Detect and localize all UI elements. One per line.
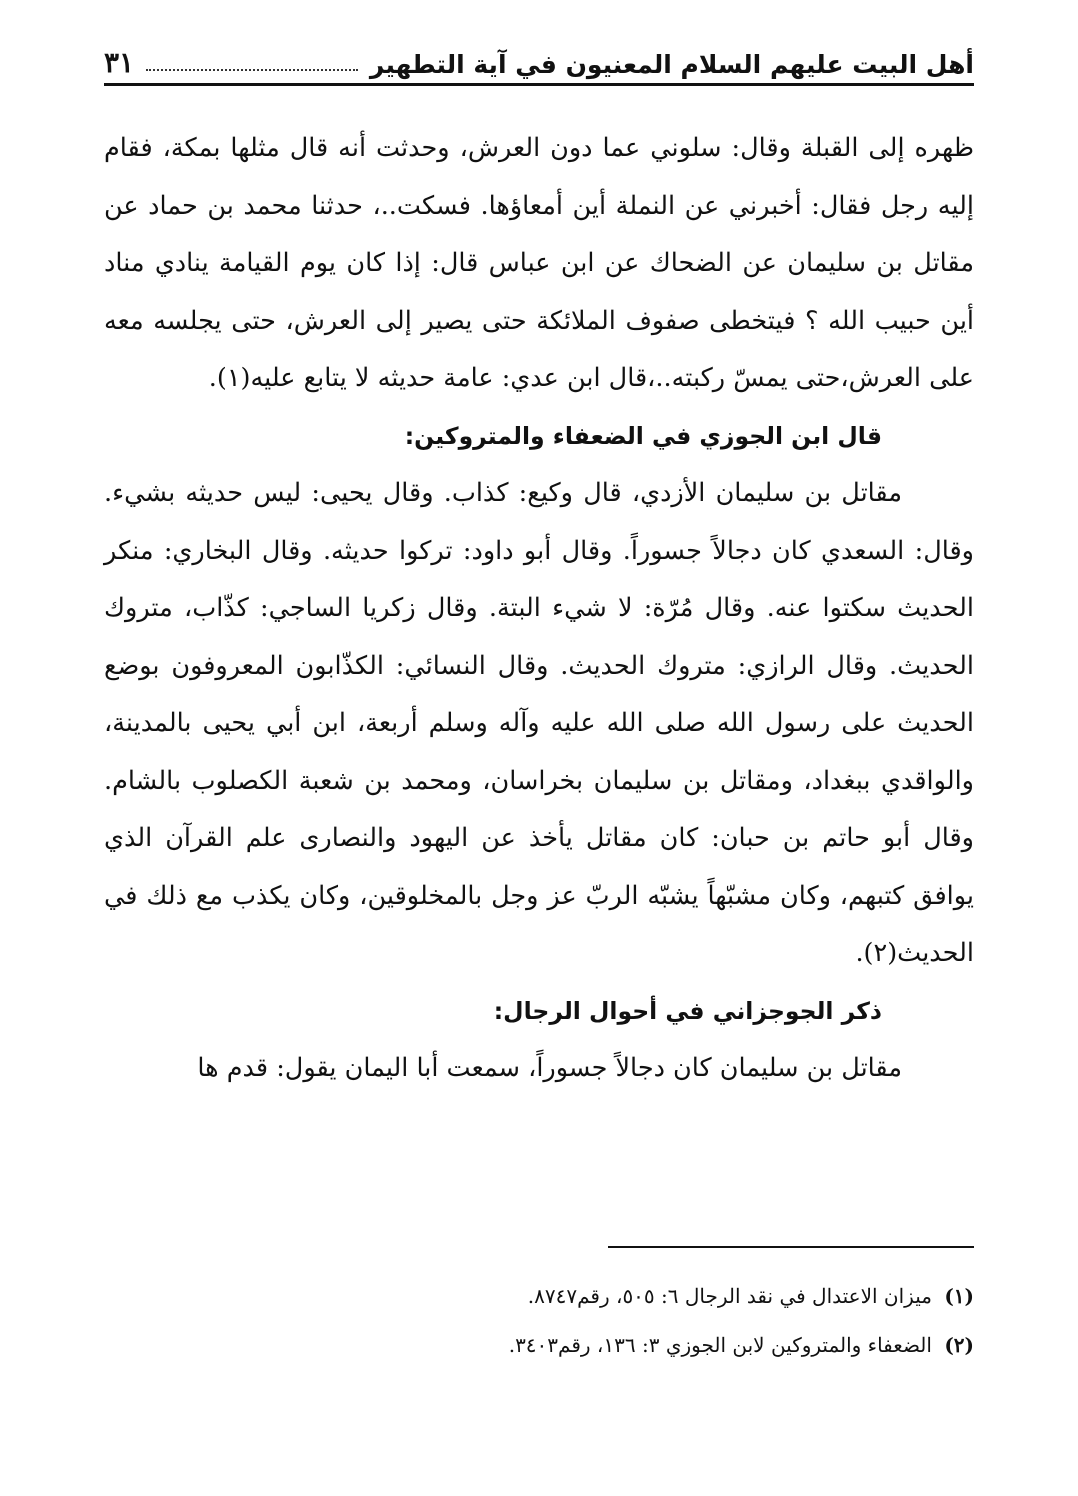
page-number: ٣١ — [104, 46, 135, 79]
section-heading-al-jawzajani: ذكر الجوجزاني في أحوال الرجال: — [493, 996, 882, 1025]
running-header-title: أهل البيت عليهم السلام المعنيون في آية التطهير — [369, 50, 974, 79]
main-text — [104, 120, 974, 1098]
footnote-2-text: الضعفاء والمتروكين لابن الجوزي ٣: ١٣٦، رقم٣٤٠٣. — [508, 1333, 932, 1357]
footnote-1-number: (١) — [944, 1284, 974, 1308]
section-heading-ibn-al-jawzi: قال ابن الجوزي في الضعفاء والمتروكين: — [404, 421, 882, 450]
paragraph-2: مقاتل بن سليمان الأزدي، قال وكيع: كذاب. وقال يحيى: ليس حديثه بشيء. وقال: السعدي كان دجالاً جسوراً. وقال أبو داود: تركوا حديثه. وقال البخاري: منكر الحديث سكتوا عنه. وقال مُرّة: لا شيء البتة. وقال زكريا الساجي: كذّاب، متروك الحديث. وقال الرازي: متروك الحديث. وقال النسائي: الكذّابون المعروفون بوضع الحديث على رسول الله صلى الله عليه وآله وسلم أربعة، ابن أبي يحيى بالمدينة، والواقدي ببغداد، ومقاتل بن سليمان بخراسان، ومحمد بن شعبة الكصلوب بالشام. وقال أبو حاتم بن حبان: كان مقاتل يأخذ عن اليهود والنصارى علم القرآن الذي يوافق كتبهم، وكان مشبّهاً يشبّه الربّ عز وجل بالمخلوقين، وكان يكذب مع ذلك في الحديث(٢). — [104, 478, 974, 968]
running-header — [104, 38, 974, 86]
paragraph-3: مقاتل بن سليمان كان دجالاً جسوراً، سمعت أبا اليمان يقول: قدم ها — [197, 1053, 902, 1083]
footnote-separator — [608, 1246, 974, 1248]
footnote-1-text: ميزان الاعتدال في نقد الرجال ٦: ٥٠٥، رقم٨٧٤٧. — [527, 1284, 932, 1308]
footnotes — [104, 1272, 974, 1370]
footnote-2 — [104, 1321, 974, 1370]
footnote-1 — [104, 1272, 974, 1321]
footnote-2-number: (٢) — [944, 1333, 974, 1357]
paragraph-1: ظهره إلى القبلة وقال: سلوني عما دون العرش، وحدثت أنه قال مثلها بمكة، فقام إليه رجل فقال: أخبرني عن النملة أين أمعاؤها. فسكت..، حدثنا محمد بن حماد عن مقاتل بن سليمان عن الضحاك عن ابن عباس قال: إذا كان يوم القيامة ينادي مناد أين حبيب الله ؟ فيتخطى صفوف الملائكة حتى يصير إلى العرش، حتى يجلسه معه على العرش،حتى يمسّ ركبته..،قال ابن عدي: عامة حديثه لا يتابع عليه(١). — [104, 133, 974, 393]
header-dotted-leader — [146, 68, 358, 71]
